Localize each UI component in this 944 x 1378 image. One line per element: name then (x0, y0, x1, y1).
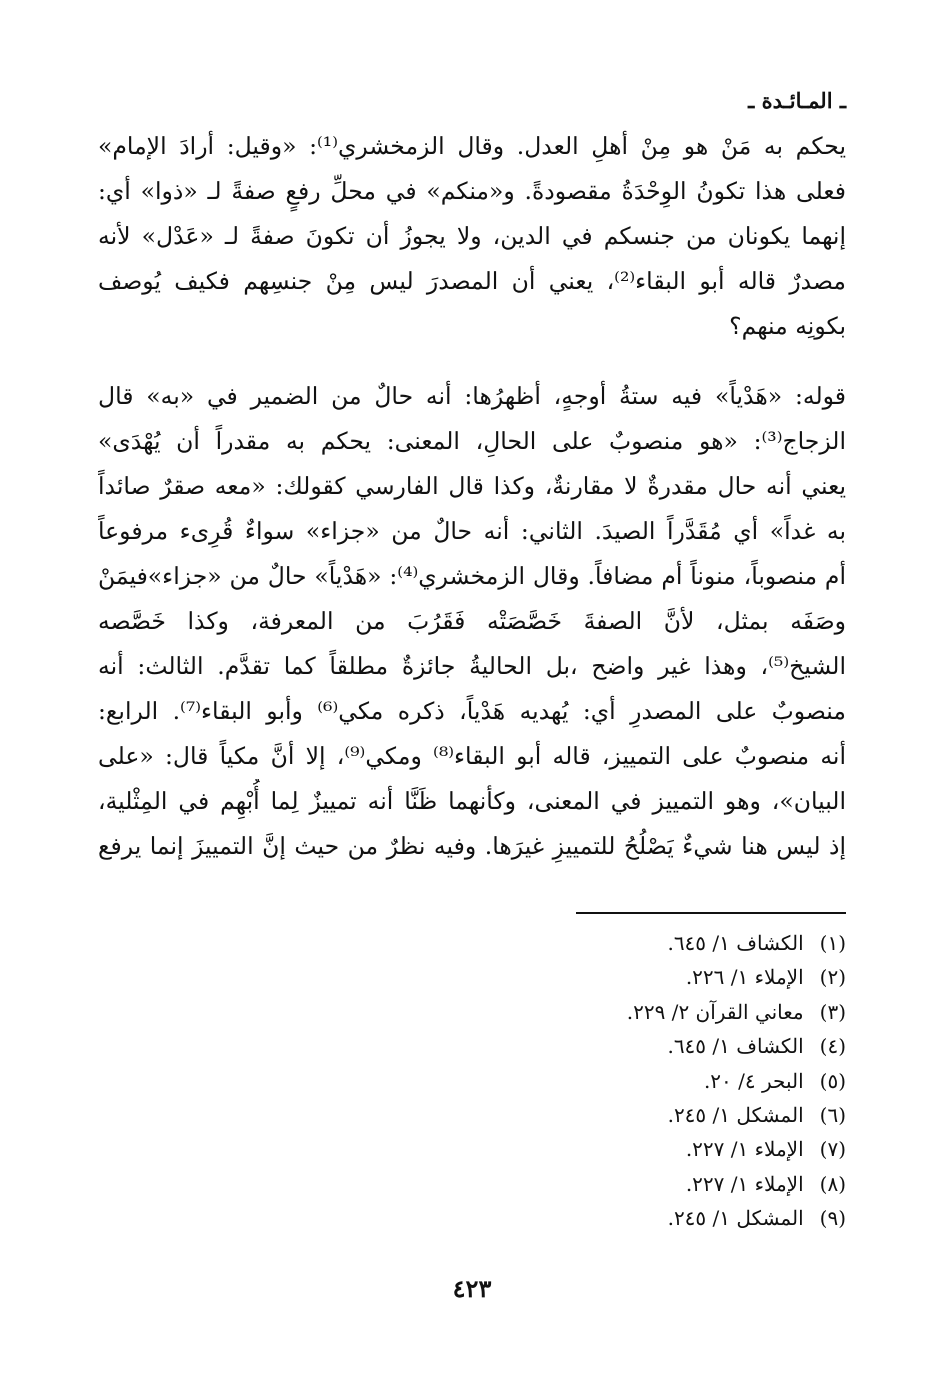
text-line: قوله: «هَدْياً» فيه ستةُ أوجهٍ، أظهرُها: أنه حالٌ من الضمير في «به» قال (98, 382, 846, 410)
footnote-number: (٦) (819, 1102, 846, 1127)
text-line: منصوبٌ على المصدرِ أي: يُهديه هَدْياً، ذكره مكي⁽⁶⁾ وأبو البقاء⁽⁷⁾. الرابع: (98, 697, 846, 725)
footnote-item (446, 926, 846, 960)
footnote-text: المشكل ١/ ٢٤٥. (667, 1102, 804, 1127)
text-line: يعني أنه حال مقدرةٌ لا مقارنةٌ، وكذا قال الفارسي كقولك: «معه صقرٌ صائداً (98, 472, 846, 500)
paragraph-2 (98, 374, 846, 869)
text-line: إنهما يكونان من جنسكم في الدين، ولا يجوزُ أن تكونَ صفةً لـ «عَدْل» لأنه (98, 222, 846, 250)
footnote-number: (٤) (819, 1034, 846, 1059)
text-line: أنه منصوبٌ على التمييز، قاله أبو البقاء⁽⁸⁾ ومكي⁽⁹⁾، إلا أنَّ مكياً قال: «على (98, 742, 846, 770)
footnote-number: (١) (819, 931, 846, 955)
main-text (98, 124, 846, 869)
paragraph-1 (98, 124, 846, 349)
page-number: ٤٢٣ (452, 1274, 492, 1303)
text-line: يحكم به مَنْ هو مِنْ أهلِ العدل. وقال الزمخشري⁽¹⁾: «وقيل: أرادَ الإمام» (98, 132, 846, 160)
footnote-text: المشكل ١/ ٢٤٥. (667, 1206, 804, 1231)
footnote-number: (٥) (819, 1068, 846, 1093)
footnote-item (446, 1098, 846, 1132)
footnote-text: الكشاف ١/ ٦٤٥. (667, 931, 804, 955)
text-line: فعلى هذا تكونُ الوِحْدَةُ مقصودةً. و«منكم» في محلِّ رفعٍ صفةً لـ «ذوا» أي: (98, 177, 846, 205)
footnote-number: (٩) (819, 1206, 846, 1231)
running-head: ـ المـائـدة ـ (748, 88, 846, 113)
text-line: الزجاج⁽³⁾: «هو منصوبٌ على الحالِ، المعنى: يحكم به مقدراً أن يُهْدَى» (98, 427, 846, 455)
paragraph-gap (98, 349, 846, 374)
footnote-item (446, 1167, 846, 1201)
text-line: مصدرٌ قاله أبو البقاء⁽²⁾، يعني أن المصدرَ ليس مِنْ جنسِهم فكيف يُوصف (98, 267, 846, 295)
text-line: بكونِه منهم؟ (729, 312, 846, 340)
footnote-item (446, 1132, 846, 1166)
footnote-text: الإملاء ١/ ٢٢٧. (685, 1137, 804, 1162)
footnote-text: البحر ٤/ ٢٠. (703, 1068, 804, 1093)
footnote-number: (٨) (819, 1171, 846, 1196)
text-line: إذ ليس هنا شيءٌ يَصْلُحُ للتمييزِ غيرَها. وفيه نظرٌ من حيث إنَّ التمييزَ إنما يرفع (98, 832, 846, 860)
text-line: الشيخ⁽⁵⁾، وهذا غير واضح ،بل الحاليةُ جائزةٌ مطلقاً كما تقدَّم. الثالث: أنه (98, 652, 846, 680)
footnote-text: الإملاء ١/ ٢٢٧. (685, 1171, 804, 1196)
footnote-divider (576, 912, 846, 914)
footnote-text: الإملاء ١/ ٢٢٦. (685, 965, 804, 990)
footnote-item (446, 1201, 846, 1235)
footnote-text: الكشاف ١/ ٦٤٥. (667, 1034, 804, 1059)
text-line: أم منصوباً، منوناً أم مضافاً. وقال الزمخشري⁽⁴⁾: «هَدْياً» حالٌ من «جزاء»فيمَنْ (98, 562, 846, 590)
footnotes (446, 926, 846, 1236)
footnote-item (446, 1064, 846, 1098)
footnote-item (446, 1029, 846, 1063)
footnote-item (446, 960, 846, 994)
footnote-number: (٧) (819, 1137, 846, 1162)
text-line: به غداً» أي مُقَدَّراً الصيدَ. الثاني: أنه حالٌ من «جزاء» سواءٌ قُرِىء مرفوعاً (98, 517, 846, 545)
footnote-number: (٢) (819, 965, 846, 990)
footnote-text: معاني القرآن ٢/ ٢٢٩. (626, 999, 804, 1024)
text-line: وصَفَه بمثل، لأنَّ الصفةَ خَصَّصَتْه فَقَرُبَ من المعرفة، وكذا خَصَّصه (98, 607, 846, 635)
text-line: البيان»، وهو التمييز في المعنى، وكأنهما ظَنَّا أنه تمييزٌ لِما أُبْهِم في المِثْلية، (98, 787, 846, 815)
footnote-item (446, 995, 846, 1029)
footnote-number: (٣) (819, 999, 846, 1024)
